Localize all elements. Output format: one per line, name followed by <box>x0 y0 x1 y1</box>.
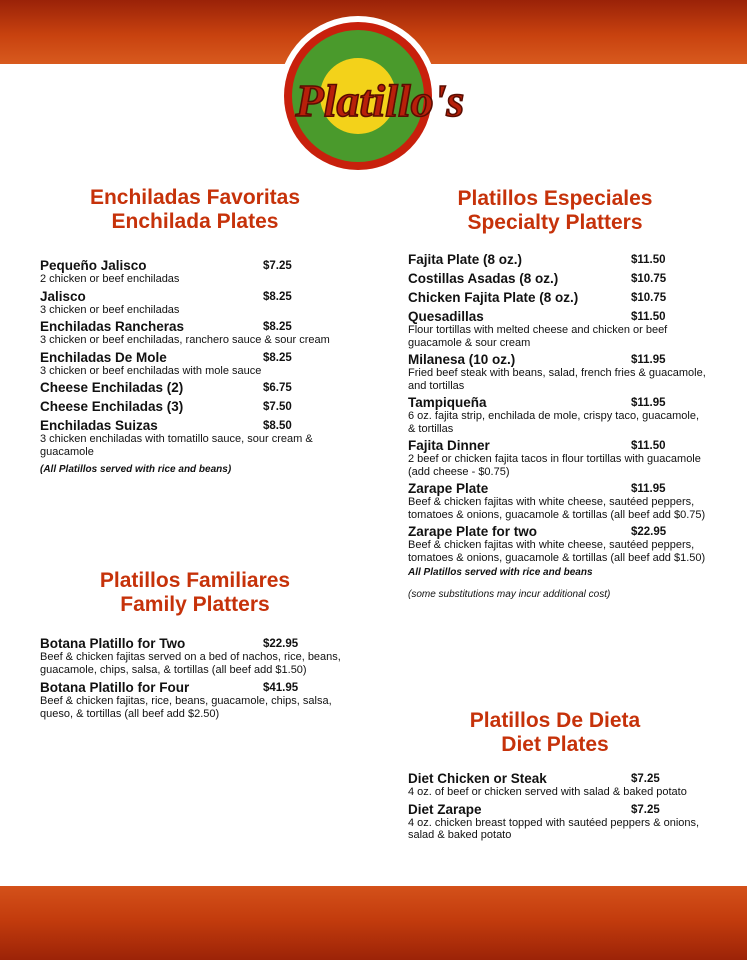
diet-title-en: Diet Plates <box>501 733 609 756</box>
menu-item-header <box>408 770 708 787</box>
menu-item <box>40 288 360 317</box>
menu-item-name: Fajita Plate (8 oz.) <box>408 252 523 267</box>
menu-item <box>408 308 708 349</box>
menu-item-name: Cheese Enchiladas (2) <box>40 380 184 395</box>
diet-list <box>408 770 708 842</box>
menu-item-description: Flour tortillas with melted cheese and chicken or beef guacamole & sour cream <box>408 324 668 349</box>
menu-item-name: Enchiladas Rancheras <box>40 319 185 334</box>
menu-item-header <box>408 480 708 497</box>
menu-item-price: $41.95 <box>263 682 299 694</box>
menu-item-header <box>408 270 708 287</box>
family-title-es: Platillos Familiares <box>99 569 291 592</box>
menu-item-header <box>408 394 708 411</box>
menu-item-price: $11.95 <box>631 483 666 495</box>
menu-item <box>40 257 360 286</box>
menu-item-price: $8.50 <box>263 420 292 432</box>
menu-item-name: Cheese Enchiladas (3) <box>40 399 184 414</box>
menu-item-name: Tampiqueña <box>408 395 487 410</box>
enchiladas-title-en: Enchilada Plates <box>111 210 279 233</box>
menu-item-name: Botana Platillo for Four <box>40 680 190 695</box>
menu-item-description: 6 oz. fajita strip, enchilada de mole, crispy taco, guacamole, & tortillas <box>408 410 700 435</box>
diet-title <box>400 709 710 757</box>
menu-item-price: $7.50 <box>263 401 292 413</box>
family-title <box>40 569 350 617</box>
enchiladas-list <box>40 257 360 476</box>
menu-item-header <box>408 308 708 325</box>
menu-item-description: 2 beef or chicken fajita tacos in flour tortillas with guacamole (add cheese - $0.75) <box>408 453 701 478</box>
menu-item <box>40 417 360 458</box>
menu-item-header <box>408 289 708 306</box>
menu-item <box>40 635 360 676</box>
menu-item-header <box>40 257 360 274</box>
menu-item-description: 3 chicken or beef enchiladas with mole sauce <box>40 364 262 377</box>
specialty-title <box>400 187 710 235</box>
menu-item-description: 2 chicken or beef enchiladas <box>40 273 180 285</box>
menu-item-description: Beef & chicken fajitas with white cheese, sautéed peppers, tomatoes & onions, guacamole & tortillas (all beef add $0.75) <box>408 496 706 521</box>
menu-item <box>408 801 708 842</box>
menu-item <box>408 289 708 306</box>
menu-item-header <box>408 437 708 454</box>
menu-item-header <box>40 635 360 652</box>
menu-item-price: $7.25 <box>631 803 660 816</box>
menu-item-price: $10.75 <box>631 273 667 285</box>
menu-item-price: $8.25 <box>263 290 292 303</box>
menu-item-header <box>40 318 360 335</box>
menu-item <box>408 270 708 287</box>
menu-item-description: Beef & chicken fajitas served on a bed of nachos, rice, beans, guacamole, chips, salsa, & tortillas (all beef add $1.50) <box>40 651 341 676</box>
menu-item <box>408 437 708 478</box>
menu-item-name: Chicken Fajita Plate (8 oz.) <box>408 290 579 305</box>
menu-item-name: Quesadillas <box>408 309 484 324</box>
menu-item <box>408 523 708 564</box>
menu-item-name: Diet Chicken or Steak <box>408 771 547 786</box>
menu-item-description: 3 chicken or beef enchiladas, ranchero sauce & sour cream <box>40 334 330 346</box>
menu-item-price: $10.75 <box>631 292 667 304</box>
menu-item <box>40 349 360 378</box>
menu-item-header <box>40 417 360 434</box>
menu-item-description: Beef & chicken fajitas, rice, beans, guacamole, chips, salsa, queso, & tortillas (all beef add $2.50) <box>40 695 332 720</box>
menu-item <box>408 251 708 268</box>
menu-item-price: $22.95 <box>263 638 299 650</box>
menu-item-price: $11.50 <box>631 254 666 266</box>
menu-item <box>408 351 708 392</box>
menu-item-header <box>40 379 360 396</box>
menu-item-description: 4 oz. chicken breast topped with sautéed peppers & onions, salad & baked potato <box>408 816 700 841</box>
menu-item-description: 4 oz. of beef or chicken served with salad & baked potato <box>408 786 687 798</box>
menu-item-price: $11.95 <box>631 397 666 409</box>
menu-item <box>408 394 708 435</box>
menu-item-header <box>40 398 360 415</box>
menu-item <box>40 398 360 415</box>
menu-item-header <box>408 801 708 818</box>
family-title-en: Family Platters <box>120 593 270 616</box>
menu-item-header <box>40 349 360 366</box>
menu-item-name: Jalisco <box>40 288 86 304</box>
menu-item-name: Zarape Plate <box>408 481 489 496</box>
menu-item <box>40 318 360 347</box>
menu-item <box>40 379 360 396</box>
menu-item-price: $11.50 <box>631 440 666 452</box>
menu-item-header <box>408 351 708 368</box>
menu-item-name: Milanesa (10 oz.) <box>408 352 516 367</box>
menu-item-price: $8.25 <box>263 321 292 333</box>
menu-item-price: $7.25 <box>631 773 660 785</box>
menu-item-price: $8.25 <box>263 351 292 364</box>
specialty-list <box>408 251 708 601</box>
menu-item-name: Diet Zarape <box>408 801 482 817</box>
enchiladas-title-es: Enchiladas Favoritas <box>89 186 301 209</box>
menu-item-name: Enchiladas De Mole <box>40 349 167 365</box>
served-with-note: (All Platillos served with rice and beans) <box>40 464 232 475</box>
menu-item-name: Botana Platillo for Two <box>40 636 186 651</box>
menu-item-name: Fajita Dinner <box>408 438 490 453</box>
menu-item-description: Fried beef steak with beans, salad, french fries & guacamole, and tortillas <box>408 367 706 392</box>
menu-item-name: Enchiladas Suizas <box>40 418 158 433</box>
menu-item-header <box>408 251 708 268</box>
platillos-logo <box>280 6 480 176</box>
menu-item-description: 3 chicken enchiladas with tomatillo sauce, sour cream & guacamole <box>40 433 313 458</box>
menu-item-price: $22.95 <box>631 526 667 538</box>
menu-item-header <box>40 679 360 696</box>
substitutions-note: (some substitutions may incur additional cost) <box>408 589 611 600</box>
logo-text: Platillo's <box>295 75 465 126</box>
menu-item-price: $11.95 <box>631 354 666 366</box>
served-with-note: All Platillos served with rice and beans <box>408 567 593 578</box>
menu-item-price: $7.25 <box>263 260 292 272</box>
menu-item-price: $6.75 <box>263 382 292 394</box>
enchiladas-title <box>40 186 350 234</box>
menu-item-name: Zarape Plate for two <box>408 524 538 539</box>
specialty-title-es: Platillos Especiales <box>457 187 653 210</box>
menu-item-price: $11.50 <box>631 311 666 323</box>
menu-item <box>408 480 708 521</box>
menu-item-description: 3 chicken or beef enchiladas <box>40 303 180 316</box>
bottom-banner <box>0 886 747 960</box>
menu-item-description: Beef & chicken fajitas with white cheese, sautéed peppers, tomatoes & onions, guacamole & tortillas (all beef add $1.50) <box>408 539 706 564</box>
menu-item-name: Costillas Asadas (8 oz.) <box>408 271 559 286</box>
menu-item-header <box>408 523 708 540</box>
family-list <box>40 635 360 720</box>
menu-item-name: Pequeño Jalisco <box>40 258 147 273</box>
specialty-title-en: Specialty Platters <box>467 211 643 234</box>
menu-item-header <box>40 288 360 305</box>
menu-item <box>408 770 708 799</box>
menu-item <box>40 679 360 720</box>
diet-title-es: Platillos De Dieta <box>469 709 641 732</box>
